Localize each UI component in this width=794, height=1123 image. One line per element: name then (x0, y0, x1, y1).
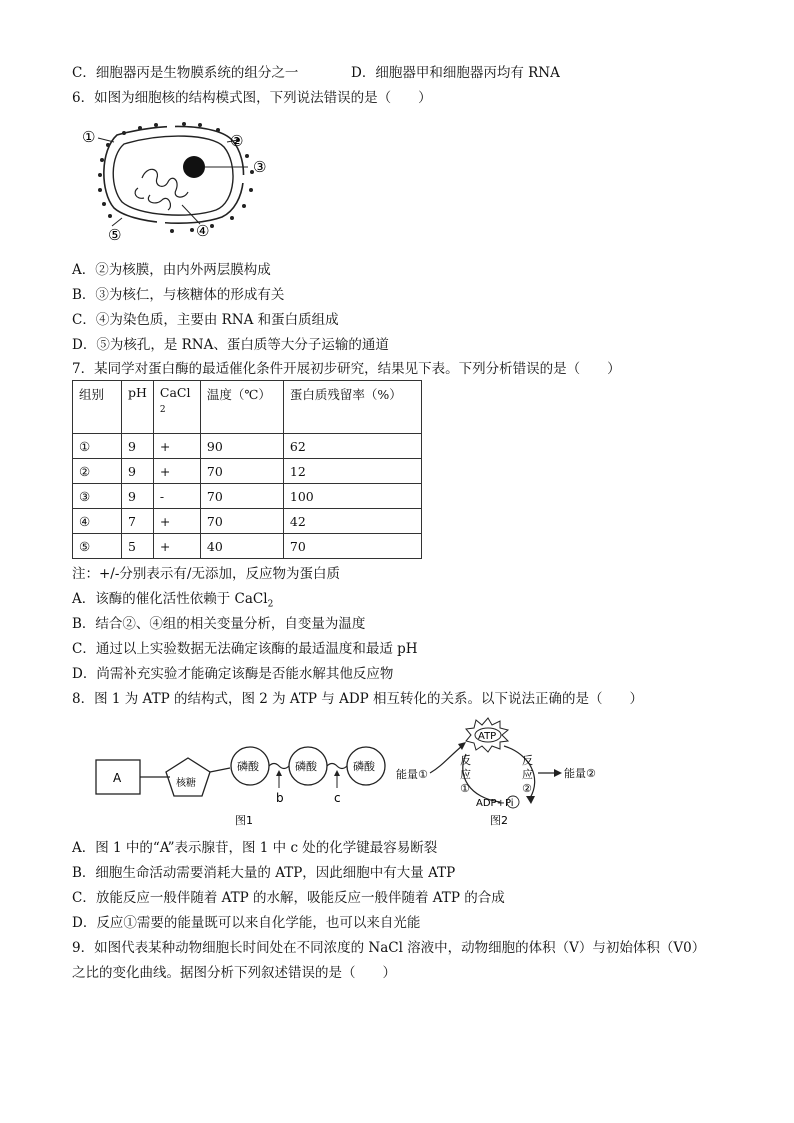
label-4: ④ (196, 222, 210, 240)
fig1-caption: 图1 (235, 814, 253, 827)
table-cell: ② (73, 459, 122, 484)
table-row (73, 459, 422, 484)
reaction-1-char: ① (460, 782, 470, 795)
table-cell: ③ (73, 484, 122, 509)
table-row (73, 484, 422, 509)
table-cell: 9 (122, 484, 154, 509)
table-row (73, 434, 422, 459)
table-cell: 9 (122, 459, 154, 484)
label-5: ⑤ (108, 226, 122, 244)
table-cell: 9 (122, 434, 154, 459)
q8-option-d: D．反应①需要的能量既可以来自化学能，也可以来自光能 (72, 915, 421, 931)
q7-option-c: C．通过以上实验数据无法确定该酶的最适温度和最适 pH (72, 641, 418, 657)
energy-2-label: 能量② (564, 767, 596, 780)
table-cell: ④ (73, 509, 122, 534)
header-ph: pH (122, 381, 154, 434)
q6-option-b: B．③为核仁，与核糖体的形成有关 (72, 287, 285, 303)
question-7-stem: 7．某同学对蛋白酶的最适催化条件开展初步研究，结果见下表。下列分析错误的是（ ） (72, 361, 621, 377)
adp-label: ADP+Pi (476, 798, 514, 809)
fig1-b-label: b (276, 791, 284, 805)
ribose-pentagon (166, 758, 210, 796)
table-cell: 7 (122, 509, 154, 534)
header-residue-rate: 蛋白质残留率（%） (283, 381, 421, 434)
table-cell: 12 (283, 459, 421, 484)
header-group: 组别 (73, 381, 122, 434)
table-cell: 70 (200, 484, 283, 509)
table-cell: 5 (122, 534, 154, 559)
fig1-c-label: c (334, 791, 341, 805)
table-header-row (73, 381, 422, 434)
table-cell: 62 (283, 434, 421, 459)
table-cell: 40 (200, 534, 283, 559)
q6-option-a: A．②为核膜，由内外两层膜构成 (72, 262, 271, 278)
table-cell: 70 (200, 459, 283, 484)
reaction-1-char: 应 (460, 768, 471, 781)
table-cell: + (153, 534, 200, 559)
table-cell: - (153, 484, 200, 509)
question-6-stem: 6．如图为细胞核的结构模式图，下列说法错误的是（ ） (72, 90, 432, 106)
label-2: ② (230, 132, 244, 150)
fig2-caption: 图2 (490, 814, 508, 827)
table-cell: + (153, 434, 200, 459)
fig1-a-label: A (113, 771, 122, 785)
q7-note: 注：+/-分别表示有/无添加，反应物为蛋白质 (72, 566, 340, 582)
question-8-stem: 8．图 1 为 ATP 的结构式，图 2 为 ATP 与 ADP 相互转化的关系。以下说法正确的是（ ） (72, 691, 644, 707)
atp-label: ATP (478, 731, 497, 742)
header-cacl2: CaCl 2 (153, 381, 200, 434)
q8-option-b: B．细胞生命活动需要消耗大量的 ATP，因此细胞中有大量 ATP (72, 865, 456, 881)
header-temperature: 温度（℃） (200, 381, 283, 434)
label-1: ① (82, 128, 96, 146)
question-9-stem-line2: 之比的变化曲线。据图分析下列叙述错误的是（ ） (72, 965, 396, 981)
question-9-stem-line1: 9．如图代表某种动物细胞长时间处在不同浓度的 NaCl 溶液中，动物细胞的体积（V）与初始体积（V0） (72, 940, 706, 956)
table-cell: 90 (200, 434, 283, 459)
table-cell: 70 (200, 509, 283, 534)
nucleolus (183, 156, 205, 178)
reaction-1-char: 反 (460, 754, 471, 767)
table-row (73, 534, 422, 559)
table-cell: + (153, 509, 200, 534)
table-cell: ⑤ (73, 534, 122, 559)
phosphate-label: 磷酸 (353, 760, 375, 773)
table-cell: ① (73, 434, 122, 459)
option-d-prev: D．细胞器甲和细胞器丙均有 RNA (351, 65, 560, 81)
q7-option-a: A．该酶的催化活性依赖于 CaCl$_2$ (72, 591, 274, 610)
nucleus-diagram (72, 120, 282, 245)
reaction-2-char: ② (522, 782, 532, 795)
energy-1-label: 能量① (396, 768, 428, 781)
phosphate-label: 磷酸 (295, 760, 317, 773)
table-row (73, 509, 422, 534)
reaction-2-char: 应 (522, 768, 533, 781)
label-3: ③ (253, 158, 267, 176)
table-cell: + (153, 459, 200, 484)
table-cell: 100 (283, 484, 421, 509)
atp-figures (90, 716, 630, 834)
fig1-ribose-label: 核糖 (176, 778, 196, 789)
q6-option-c: C．④为染色质，主要由 RNA 和蛋白质组成 (72, 312, 339, 328)
option-c-prev: C．细胞器丙是生物膜系统的组分之一 (72, 65, 299, 81)
table-cell: 42 (283, 509, 421, 534)
q6-option-d: D．⑤为核孔，是 RNA、蛋白质等大分子运输的通道 (72, 337, 389, 353)
q7-option-d: D．尚需补充实验才能确定该酶是否能水解其他反应物 (72, 666, 394, 682)
q8-option-c: C．放能反应一般伴随着 ATP 的水解，吸能反应一般伴随着 ATP 的合成 (72, 890, 505, 906)
phosphate-label: 磷酸 (237, 760, 259, 773)
table-cell: 70 (283, 534, 421, 559)
reaction-2-char: 反 (522, 754, 533, 767)
q7-option-b: B．结合②、④组的相关变量分析，自变量为温度 (72, 616, 366, 632)
q8-option-a: A．图 1 中的“A”表示腺苷，图 1 中 c 处的化学键最容易断裂 (72, 840, 438, 856)
enzyme-table (72, 380, 422, 559)
